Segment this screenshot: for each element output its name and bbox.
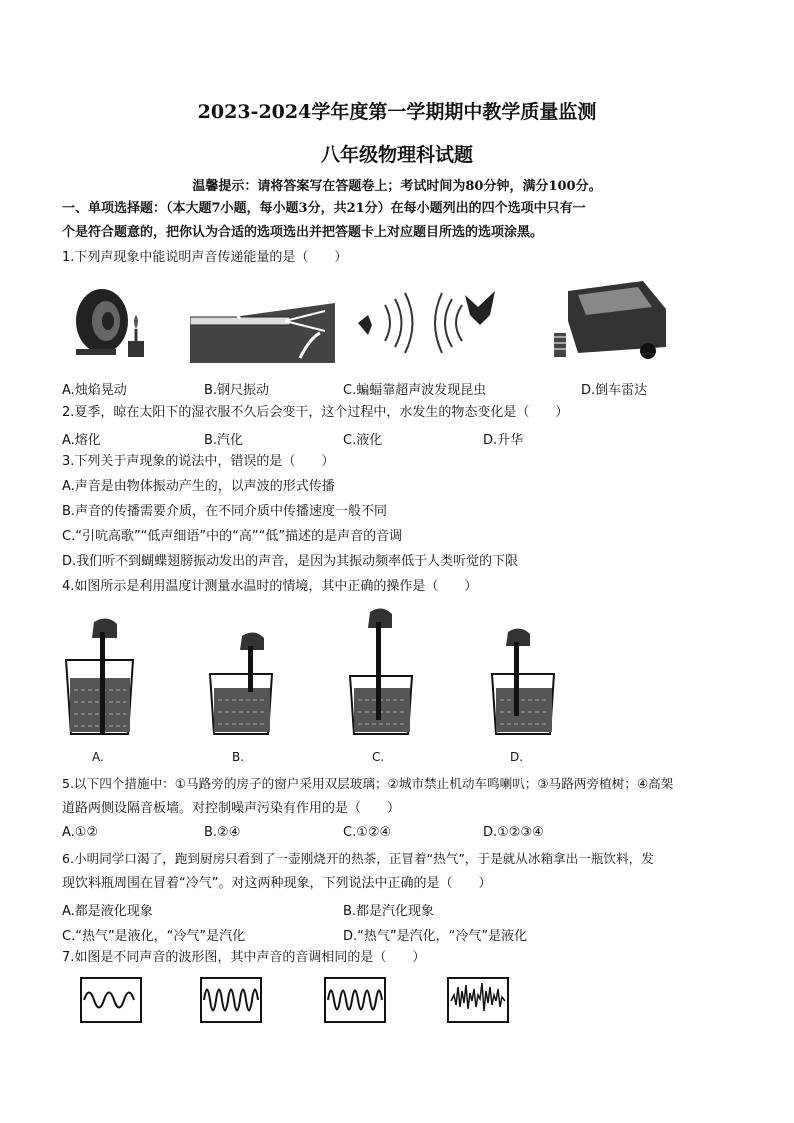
- section1-line2: 个是符合题意的，把你认为合适的选项选出并把答题卡上对应题目所选的选项涂黑。: [62, 225, 544, 240]
- q1-stem: 1.下列声现象中能说明声音传递能量的是（ ）: [62, 250, 348, 265]
- q6-option-c: C.“热气”是液化，“冷气”是汽化: [62, 929, 246, 944]
- q1-option-d: D.倒车雷达: [581, 383, 648, 398]
- q2-option-d: D.升华: [483, 433, 524, 448]
- bat-ultrasound-picture: [350, 285, 500, 360]
- q3-option-d: D.我们听不到蝴蝶翅膀振动发出的声音，是因为其振动频率低于人类听觉的下限: [62, 554, 519, 569]
- q6-option-d: D.“热气”是汽化，“冷气”是液化: [343, 929, 528, 944]
- thermometer-beaker-d: [488, 624, 558, 736]
- q4-label-c: C.: [372, 750, 385, 764]
- q2-option-a: A.熔化: [62, 433, 101, 448]
- q3-option-b: B.声音的传播需要介质，在不同介质中传播速度一般不同: [62, 504, 388, 519]
- q1-option-b: B.钢尺振动: [204, 383, 270, 398]
- thermometer-beaker-b: [206, 628, 276, 736]
- exam-title: 2023-2024学年度第一学期期中教学质量监测: [197, 101, 597, 123]
- q6-line1: 6.小明同学口渴了，跑到厨房只看到了一壶刚烧开的热茶，正冒着“热气”，于是就从冰箱拿出一瓶饮料，发: [62, 851, 654, 866]
- q2-option-c: C.液化: [343, 433, 383, 448]
- q3-stem: 3.下列关于声现象的说法中，错误的是（ ）: [62, 454, 335, 469]
- exam-subtitle: 八年级物理科试题: [320, 144, 473, 166]
- q6-option-b: B.都是汽化现象: [343, 904, 435, 919]
- section1-line1: 一、单项选择题：（本大题7小题，每小题3分，共21分）在每小题列出的四个选项中只有一: [62, 201, 586, 216]
- candle-speaker-picture: [62, 283, 152, 363]
- waveform-3: [324, 977, 386, 1023]
- q5-line1: 5.以下四个措施中：①马路旁的房子的窗户采用双层玻璃；②城市禁止机动车鸣喇叭；③马路两旁植树；④高架: [62, 776, 674, 791]
- q4-label-d: D.: [510, 750, 524, 764]
- q5-line2: 道路两侧设隔音板墙。对控制噪声污染有作用的是（ ）: [62, 801, 401, 816]
- waveform-4: [447, 977, 509, 1023]
- q3-option-c: C.“引吭高歌”“低声细语”中的“高”“低”描述的是声音的音调: [62, 529, 403, 544]
- waveform-1: [80, 977, 142, 1023]
- q7-stem: 7.如图是不同声音的波形图，其中声音的音调相同的是（ ）: [62, 950, 426, 965]
- q4-label-b: B.: [232, 750, 245, 764]
- q5-option-c: C.①②④: [343, 825, 392, 840]
- q1-option-c: C.蝙蝠靠超声波发现昆虫: [343, 383, 487, 398]
- q2-stem: 2.夏季，晾在太阳下的湿衣服不久后会变干，这个过程中，水发生的物态变化是（ ）: [62, 405, 569, 420]
- reversing-radar-picture: [548, 281, 668, 361]
- q5-option-b: B.②④: [204, 825, 241, 840]
- q2-option-b: B.汽化: [204, 433, 244, 448]
- waveform-2: [200, 977, 262, 1023]
- q4-label-a: A.: [92, 750, 104, 764]
- q5-option-a: A.①②: [62, 825, 99, 840]
- thermometer-beaker-c: [346, 604, 416, 736]
- q3-option-a: A.声音是由物体振动产生的，以声波的形式传播: [62, 479, 335, 494]
- exam-tip: 温馨提示：请将答案写在答题卷上；考试时间为80分钟，满分100分。: [192, 179, 602, 194]
- thermometer-beaker-a: [62, 614, 137, 736]
- q1-option-a: A.烛焰晃动: [62, 383, 127, 398]
- q6-line2: 现饮料瓶周围在冒着“冷气”。对这两种现象，下列说法中正确的是（ ）: [62, 876, 492, 891]
- q5-option-d: D.①②③④: [483, 825, 544, 840]
- ruler-vibration-picture: [190, 283, 335, 363]
- q6-option-a: A.都是液化现象: [62, 904, 153, 919]
- q4-stem: 4.如图所示是利用温度计测量水温时的情境，其中正确的操作是（ ）: [62, 579, 478, 594]
